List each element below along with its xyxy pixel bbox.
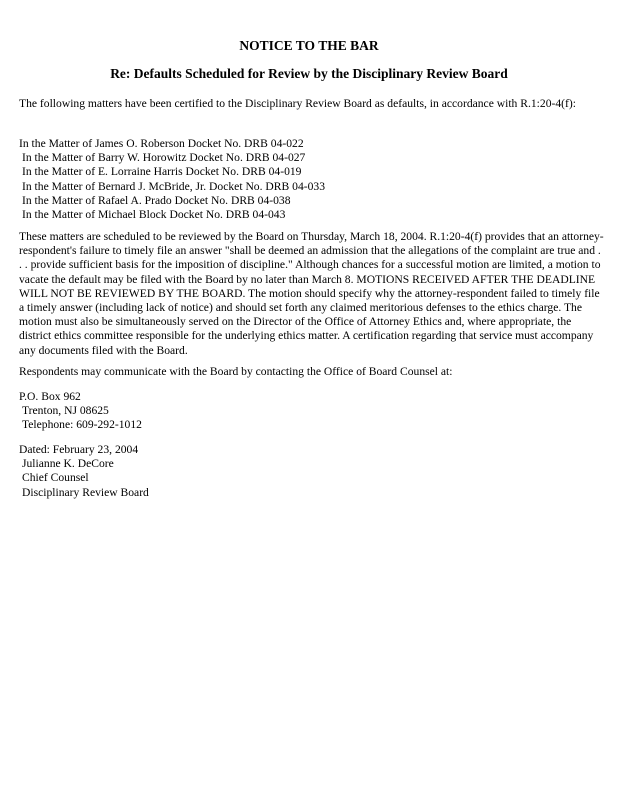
- page-subtitle: Re: Defaults Scheduled for Review by the Disciplinary Review Board: [110, 66, 508, 81]
- telephone-line: Telephone: 609-292-1012: [22, 418, 142, 432]
- page-title: NOTICE TO THE BAR: [239, 38, 379, 53]
- schedule-paragraph: These matters are scheduled to be reviewed by the Board on Thursday, March 18, 2004. R.1:20-4(f) provides that an attorney-respondent's failure to timely file an answer "shall be deemed an admission that the allegations of the complaint are true and . . . provide sufficient basis for the imposition of discipline." Although chances for a successful motion are limited, a motion to vacate the default may be filed with the Board by no later than March 8. MOTIONS RECEIVED AFTER THE DEADLINE WILL NOT BE REVIEWED BY THE BOARD. The motion should specify why the attorney-respondent failed to timely file a timely answer (including lack of notice) and should set forth any claimed meritorious defenses to the ethics charge. The motion must also be simultaneously served on the Director of the Office of Attorney Ethics and, where appropriate, the district ethics committee responsible for the underlying ethics matter. A certification regarding that service must accompany any documents filed with the Board.: [19, 230, 604, 357]
- signature-block: [19, 443, 604, 500]
- city-line: Trenton, NJ 08625: [22, 404, 109, 418]
- signer-name: Julianne K. DeCore: [22, 457, 114, 471]
- signer-organization: Disciplinary Review Board: [22, 485, 149, 499]
- matter-item: In the Matter of Michael Block Docket No. DRB 04-043: [22, 208, 286, 222]
- matter-item: In the Matter of Rafael A. Prado Docket No. DRB 04-038: [22, 193, 291, 207]
- po-box: P.O. Box 962: [19, 390, 81, 403]
- matter-item: In the Matter of Bernard J. McBride, Jr. Docket No. DRB 04-033: [22, 179, 325, 193]
- matter-item: In the Matter of Barry W. Horowitz Docket No. DRB 04-027: [22, 151, 306, 165]
- matters-list: [19, 137, 604, 222]
- dated-line: Dated: February 23, 2004: [19, 443, 139, 456]
- address-block: [19, 390, 604, 433]
- matter-item: In the Matter of James O. Roberson Docket No. DRB 04-022: [19, 137, 304, 150]
- contact-intro: Respondents may communicate with the Board by contacting the Office of Board Counsel at:: [19, 365, 453, 378]
- signer-position: Chief Counsel: [22, 471, 89, 485]
- matter-item: In the Matter of E. Lorraine Harris Docket No. DRB 04-019: [22, 165, 302, 179]
- intro-paragraph: The following matters have been certified to the Disciplinary Review Board as defaults, in accordance with R.1:20-4(f):: [19, 97, 576, 110]
